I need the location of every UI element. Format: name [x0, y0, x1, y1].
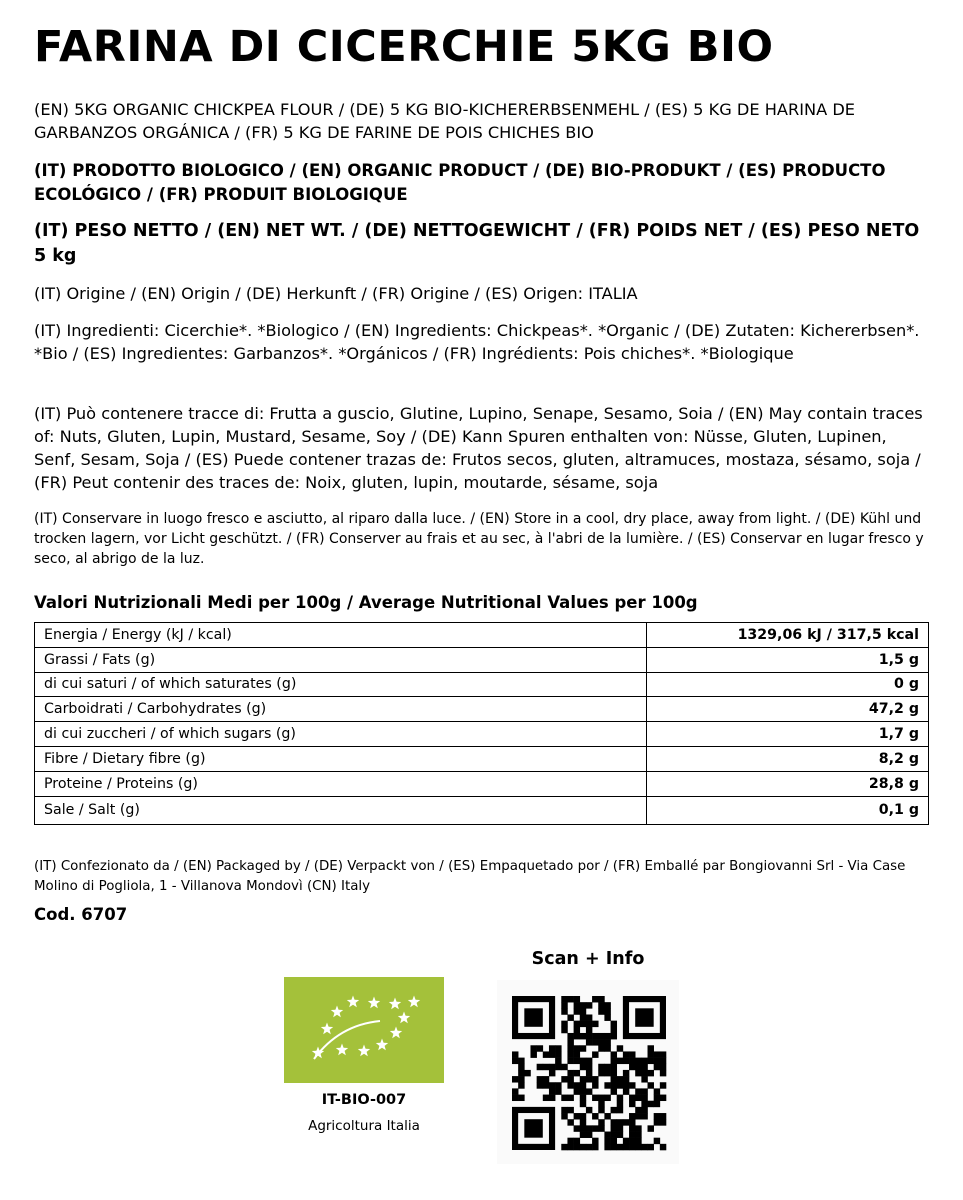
nutrition-value: 1329,06 kJ / 317,5 kcal — [647, 623, 929, 648]
nutrition-row — [35, 796, 929, 824]
nutrition-title: Valori Nutrizionali Medi per 100g / Average Nutritional Values per 100g — [34, 593, 698, 612]
organic-certification-code: IT-BIO-007 — [321, 1092, 407, 1108]
leaf-star-icon — [408, 996, 420, 1008]
nutrition-value: 28,8 g — [647, 771, 929, 796]
nutrition-label: di cui saturi / of which saturates (g) — [35, 672, 647, 697]
nutrition-table — [34, 622, 929, 825]
packaged-by: (IT) Confezionato da / (EN) Packaged by / (DE) Verpackt von / (ES) Empaquetado por / (FR) Emballé par Bongiovanni Srl - Via Case Molino di Pogliola, 1 - Villanova Mondovì (CN) Italy — [34, 859, 906, 894]
nutrition-row — [35, 746, 929, 771]
nutrition-row — [35, 647, 929, 672]
nutrition-value: 8,2 g — [647, 746, 929, 771]
nutrition-row — [35, 623, 929, 648]
nutrition-label: Carboidrati / Carbohydrates (g) — [35, 697, 647, 722]
nutrition-value: 0,1 g — [647, 796, 929, 824]
net-weight: (IT) PESO NETTO / (EN) NET WT. / (DE) NETTOGEWICHT / (FR) POIDS NET / (ES) PESO NETO 5 kg — [34, 221, 920, 266]
leaf-star-icon — [321, 1023, 333, 1035]
leaf-star-icon — [368, 997, 380, 1009]
nutrition-label: di cui zuccheri / of which sugars (g) — [35, 722, 647, 747]
leaf-curve-icon — [314, 1021, 380, 1059]
eu-organic-leaf-logo-icon — [284, 977, 444, 1083]
nutrition-value: 1,7 g — [647, 722, 929, 747]
storage-instructions: (IT) Conservare in luogo fresco e asciutto, al riparo dalla luce. / (EN) Store in a cool, dry place, away from light. / (DE) Kühl und trocken lagern, vor Licht geschützt. / (FR) Conserver au frais et au sec, à l'abri de la lumière. / (ES) Conservar en lugar fresco y seco, al abrigo de la luz. — [34, 511, 924, 567]
product-title: FARINA DI CICERCHIE 5KG BIO — [34, 22, 774, 72]
nutrition-label: Fibre / Dietary fibre (g) — [35, 746, 647, 771]
leaf-star-icon — [376, 1039, 388, 1051]
nutrition-row — [35, 771, 929, 796]
nutrition-label: Proteine / Proteins (g) — [35, 771, 647, 796]
nutrition-row — [35, 697, 929, 722]
product-code: Cod. 6707 — [34, 905, 128, 924]
leaf-star-icon — [358, 1045, 370, 1057]
description-multilang: (EN) 5KG ORGANIC CHICKPEA FLOUR / (DE) 5 KG BIO-KICHERERBSENMEHL / (ES) 5 KG DE HARINA DE GARBANZOS ORGÁNICA / (FR) 5 KG DE FARINE DE POIS CHICHES BIO — [34, 100, 856, 142]
nutrition-value: 0 g — [647, 672, 929, 697]
leaf-star-icon — [389, 998, 401, 1010]
nutrition-row — [35, 672, 929, 697]
nutrition-value: 47,2 g — [647, 697, 929, 722]
leaf-star-icon — [347, 996, 359, 1008]
ingredients: (IT) Ingredienti: Cicerchie*. *Biologico / (EN) Ingredients: Chickpeas*. *Organic / (DE) Zutaten: Kichererbsen*. *Bio / (ES) Ingredientes: Garbanzos*. *Orgánicos / (FR) Ingrédients: Pois chiches*. *Biologique — [34, 321, 920, 363]
leaf-star-icon — [398, 1012, 410, 1024]
nutrition-label: Sale / Salt (g) — [35, 796, 647, 824]
nutrition-row — [35, 722, 929, 747]
nutrition-value: 1,5 g — [647, 647, 929, 672]
origin: (IT) Origine / (EN) Origin / (DE) Herkunft / (FR) Origine / (ES) Origen: ITALIA — [34, 284, 638, 303]
scan-info-label: Scan + Info — [531, 949, 645, 969]
nutrition-label: Grassi / Fats (g) — [35, 647, 647, 672]
allergens: (IT) Può contenere tracce di: Frutta a guscio, Glutine, Lupino, Senape, Sesamo, Soia / (EN) May contain traces of: Nuts, Gluten, Lupin, Mustard, Sesame, Soy / (DE) Kann Spuren enthalten von: Nüsse, Gluten, Lupinen, Senf, Sesam, Soja / (ES) Puede contener trazas de: Frutos secos, gluten, altramuces, mostaza, sésamo, soja / (FR) Peut contenir des traces de: Noix, gluten, lupin, moutarde, sésame, soja — [34, 404, 923, 492]
leaf-star-icon — [336, 1044, 348, 1056]
leaf-star-icon — [390, 1027, 402, 1039]
leaf-star-icon — [331, 1006, 343, 1018]
organic-product-statement: (IT) PRODOTTO BIOLOGICO / (EN) ORGANIC PRODUCT / (DE) BIO-PRODUKT / (ES) PRODUCTO ECOLÓGICO / (FR) PRODUIT BIOLOGIQUE — [34, 161, 886, 204]
organic-origin-label: Agricoltura Italia — [308, 1118, 420, 1134]
nutrition-label: Energia / Energy (kJ / kcal) — [35, 623, 647, 648]
qr-code-icon[interactable] — [497, 980, 679, 1164]
